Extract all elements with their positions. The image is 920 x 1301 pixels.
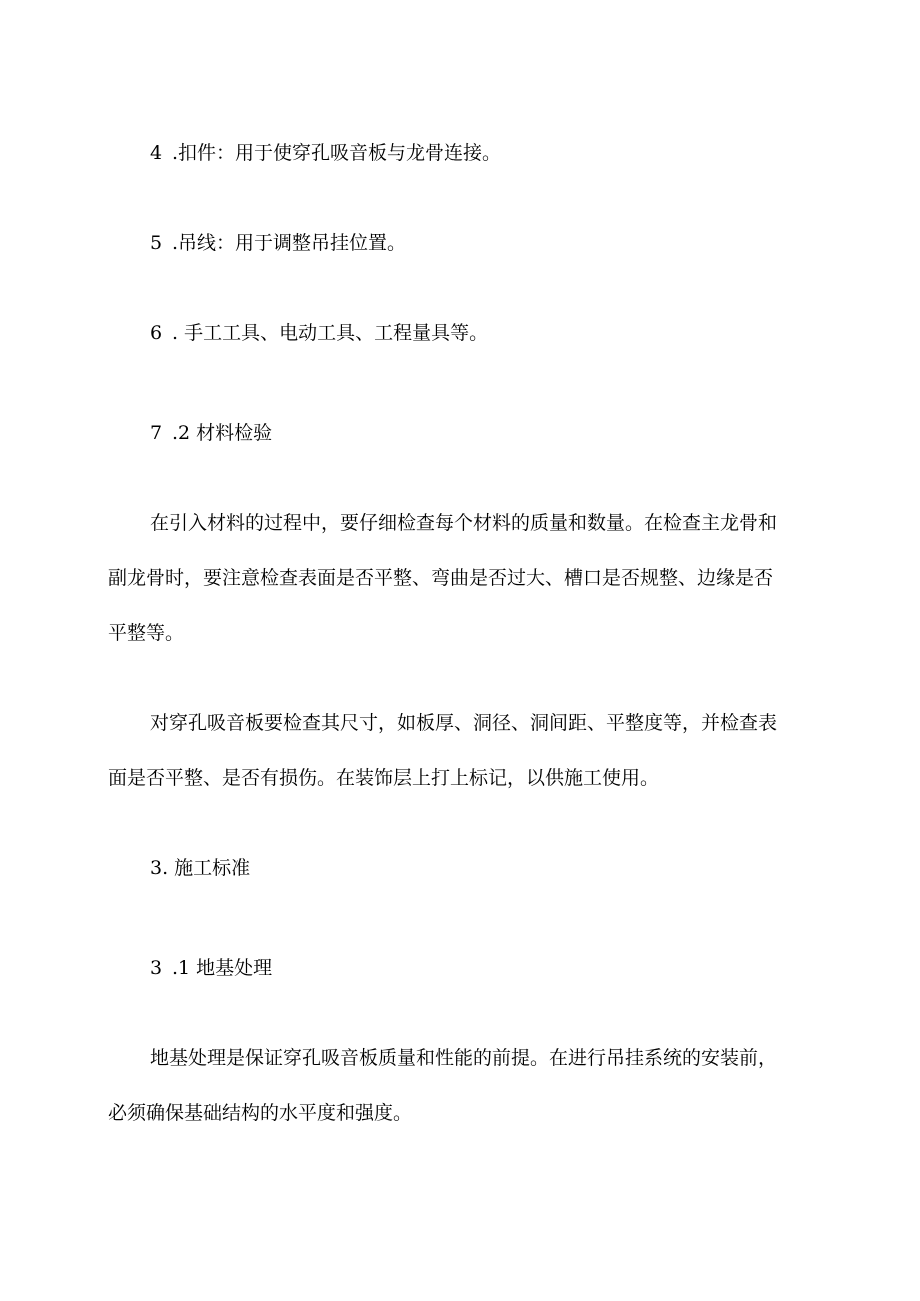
- heading-foundation: [150, 956, 272, 980]
- list-item-tools: [150, 321, 488, 345]
- list-item-text: .吊线：用于调整吊挂位置。: [172, 232, 407, 254]
- heading-number: 3: [150, 957, 163, 979]
- heading-number: 7: [150, 422, 163, 444]
- paragraph-material-line-3: 平整等。: [108, 622, 185, 644]
- list-item-text: . 手工工具、电动工具、工程量具等。: [172, 322, 489, 344]
- paragraph-foundation-line-2: 必须确保基础结构的水平度和强度。: [108, 1102, 413, 1124]
- list-item-text: .扣件：用于使穿孔吸音板与龙骨连接。: [172, 142, 502, 164]
- paragraph-panel-line-1: 对穿孔吸音板要检查其尺寸，如板厚、洞径、洞间距、平整度等，并检查表: [150, 712, 778, 734]
- heading-text: .2 材料检验: [172, 422, 273, 444]
- heading-text: .1 地基处理: [172, 957, 273, 979]
- paragraph-material-line-2: 副龙骨时，要注意检查表面是否平整、弯曲是否过大、槽口是否规整、边缘是否: [108, 567, 774, 589]
- list-item-number: 5: [150, 232, 163, 254]
- list-item-number: 6: [150, 322, 163, 344]
- paragraph-material-line-1: 在引入材料的过程中，要仔细检查每个材料的质量和数量。在检查主龙骨和: [150, 512, 778, 534]
- list-item-fasteners: [150, 141, 501, 165]
- heading-material-check: [150, 421, 272, 445]
- list-item-number: 4: [150, 142, 163, 164]
- list-item-hanging-wire: [150, 231, 406, 255]
- paragraph-panel-line-2: 面是否平整、是否有损伤。在装饰层上打上标记，以供施工使用。: [108, 767, 660, 789]
- heading-construction-standard: 3. 施工标准: [150, 857, 251, 879]
- paragraph-foundation-line-1: 地基处理是保证穿孔吸音板质量和性能的前提。在进行吊挂系统的安装前，: [150, 1047, 778, 1069]
